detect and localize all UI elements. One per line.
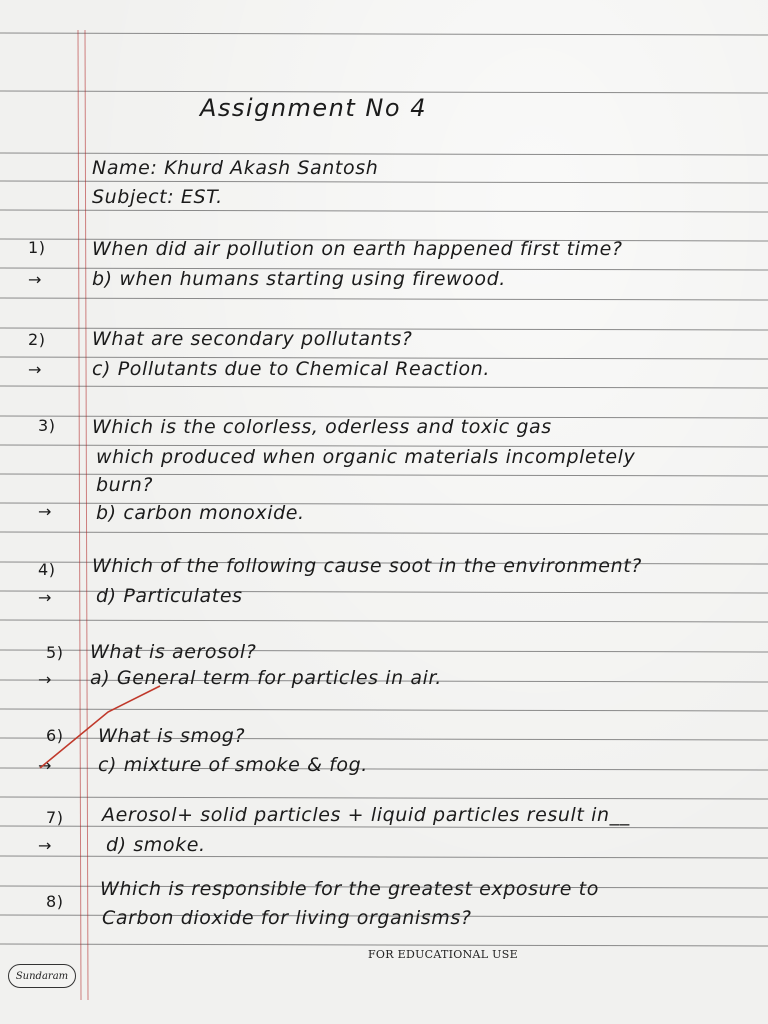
subject-line: Subject: EST. [92,186,223,208]
answer-text: b) carbon monoxide. [96,502,305,524]
answer-arrow-icon: → [38,756,53,775]
answer-text: b) when humans starting using firewood. [92,268,506,290]
question-text: Carbon dioxide for living organisms? [102,907,472,929]
answer-arrow-icon: → [38,502,53,521]
question-text: Which is responsible for the greatest exposure to [100,878,599,900]
answer-arrow-icon: → [28,360,43,379]
question-text: What is smog? [98,725,246,747]
question-text: Which of the following cause soot in the environment? [92,555,642,577]
question-text: What are secondary pollutants? [92,328,413,350]
question-text: What is aerosol? [90,641,257,663]
question-number: 4) [38,560,56,579]
answer-text: d) smoke. [106,834,206,856]
answer-arrow-icon: → [38,588,53,607]
footer-label: FOR EDUCATIONAL USE [368,948,518,961]
question-text: Which is the colorless, oderless and toxic gas [92,416,552,438]
question-text: which produced when organic materials incompletely [96,446,636,468]
answer-text: a) General term for particles in air. [90,667,442,689]
answer-text: c) mixture of smoke & fog. [98,754,368,776]
answer-arrow-icon: → [38,670,53,689]
answer-text: d) Particulates [96,585,243,607]
question-number: 6) [46,726,64,745]
question-text: burn? [96,474,154,496]
question-text: Aerosol+ solid particles + liquid particles result in__ [102,804,630,826]
question-text: When did air pollution on earth happened first time? [92,238,623,260]
question-number: 5) [46,643,64,662]
question-number: 1) [28,238,46,257]
answer-arrow-icon: → [38,836,53,855]
answer-text: c) Pollutants due to Chemical Reaction. [92,358,491,380]
brand-logo: Sundaram [8,964,76,988]
page-title: Assignment No 4 [200,94,427,122]
question-number: 2) [28,330,46,349]
question-number: 3) [38,416,56,435]
question-number: 8) [46,892,64,911]
answer-arrow-icon: → [28,270,43,289]
student-name: Name: Khurd Akash Santosh [92,157,379,179]
question-number: 7) [46,808,64,827]
